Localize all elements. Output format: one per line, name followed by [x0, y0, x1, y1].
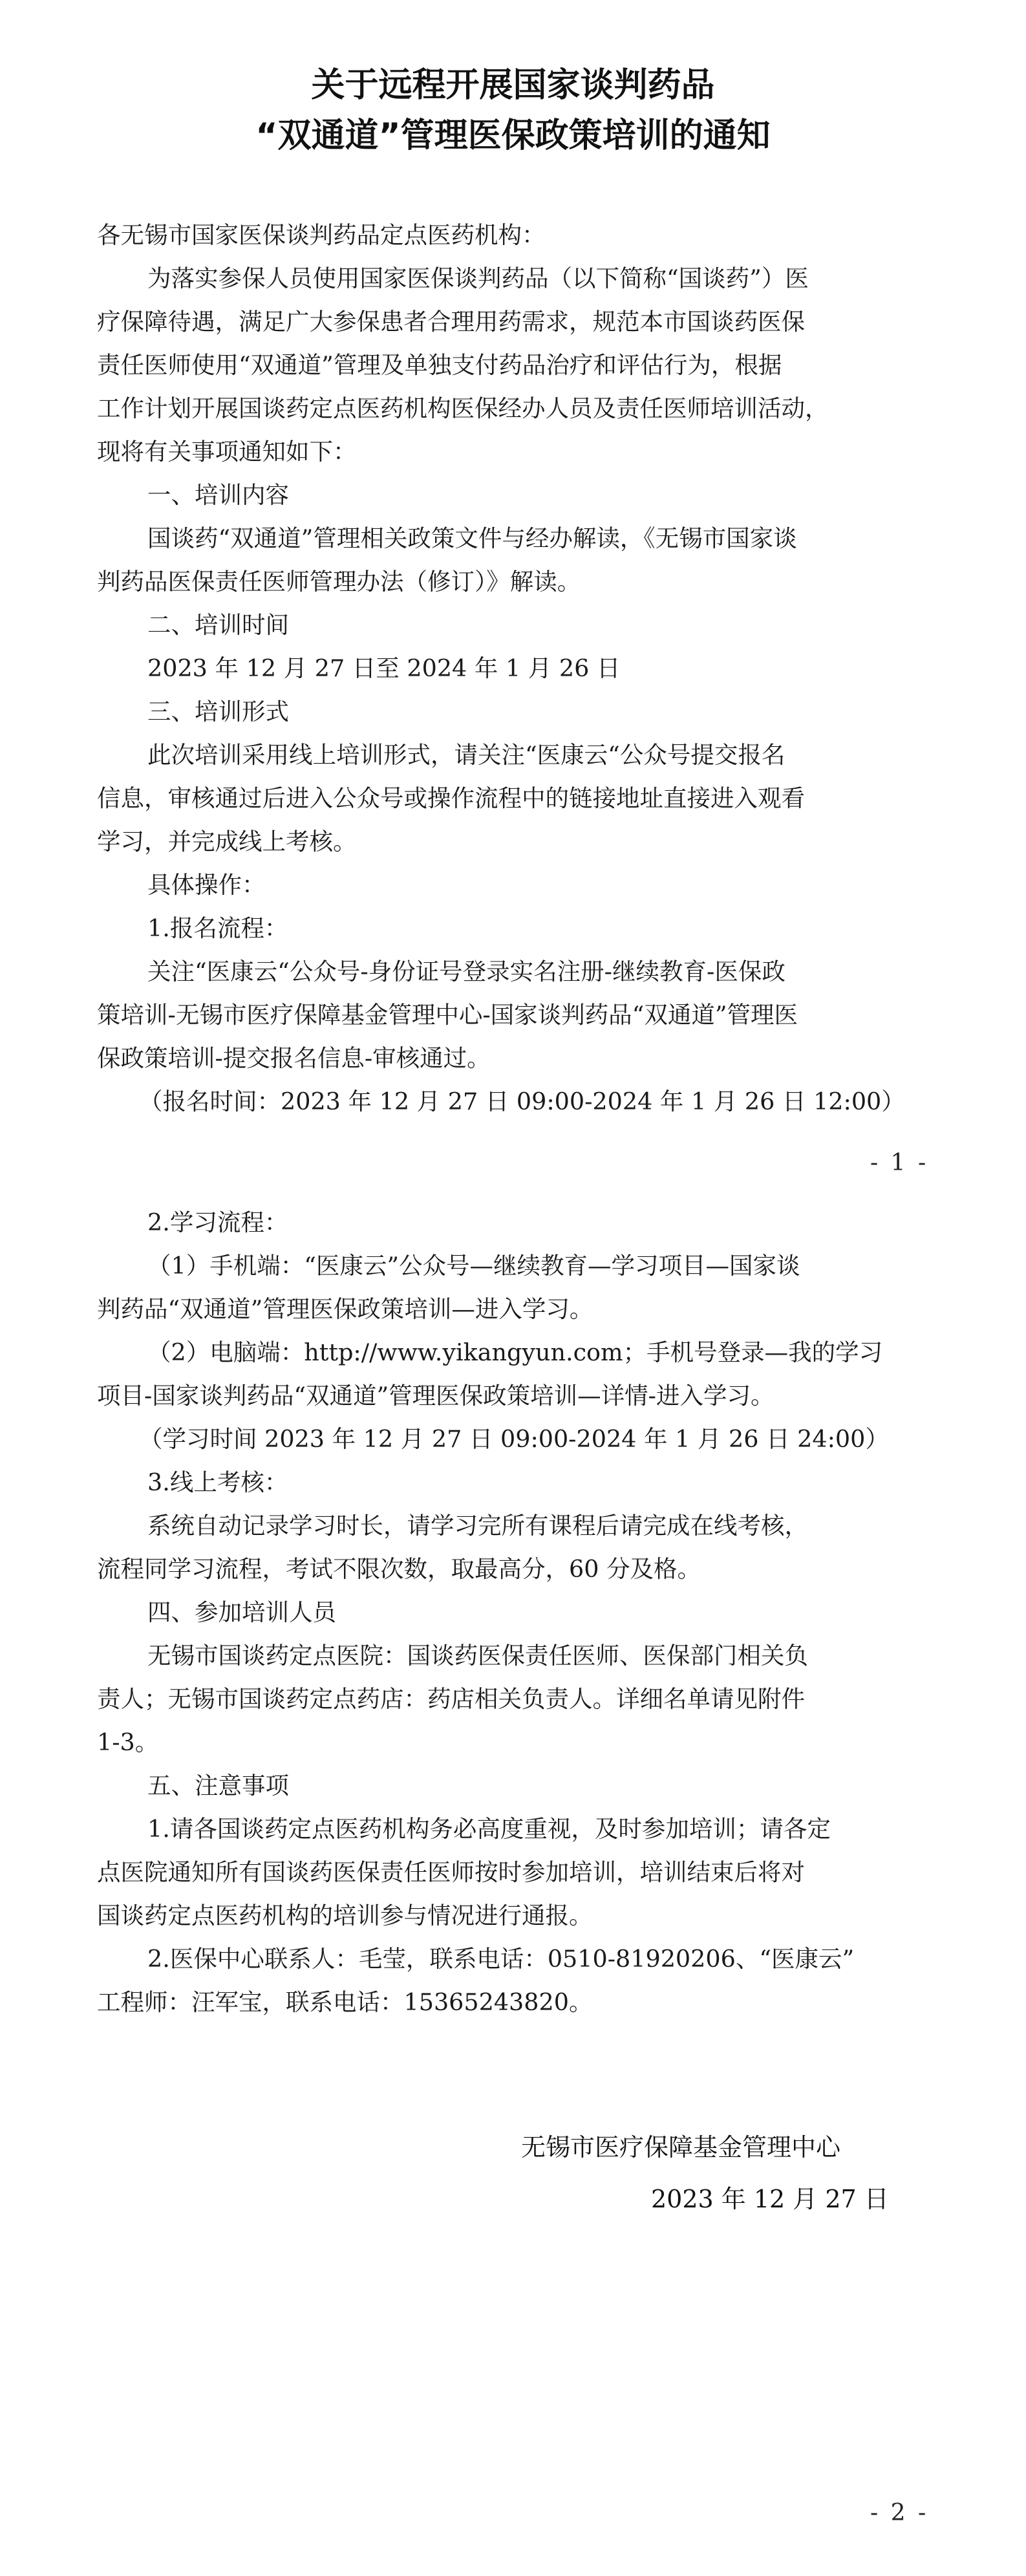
registration-line: 保政策培训-提交报名信息-审核通过。: [97, 1044, 491, 1072]
section-body-line: 判药品医保责任医师管理办法（修订）》解读。: [97, 568, 581, 596]
intro-line: 为落实参保人员使用国家医保谈判药品（以下简称“国谈药”）医: [147, 264, 809, 292]
section-heading-format: 三、培训形式: [147, 698, 289, 725]
participants-line: 无锡市国谈药定点医院：国谈药医保责任医师、医保部门相关负: [147, 1642, 808, 1669]
section-body-line: 信息，审核通过后进入公众号或操作流程中的链接地址直接进入观看: [97, 784, 805, 812]
intro-line: 责任医师使用“双通道”管理及单独支付药品治疗和评估行为，根据: [97, 351, 782, 379]
notes-item-line: 点医院通知所有国谈药医保责任医师按时参加培训，培训结束后将对: [97, 1858, 805, 1886]
page-number: - 1 -: [870, 1150, 929, 1176]
training-period: 2023 年 12 月 27 日至 2024 年 1 月 26 日: [147, 654, 621, 682]
document-title-line-1: 关于远程开展国家谈判药品: [311, 66, 715, 105]
operations-heading: 具体操作：: [147, 871, 266, 899]
study-mobile-line: （1）手机端：“医康云”公众号—继续教育—学习项目—国家谈: [147, 1252, 800, 1280]
registration-line: 策培训-无锡市医疗保障基金管理中心-国家谈判药品“双通道”管理医: [97, 1001, 798, 1029]
study-pc-line: （2）电脑端：http://www.yikangyun.com；手机号登录—我的学习: [147, 1338, 883, 1366]
page-number: - 2 -: [870, 2500, 929, 2526]
signature-date: 2023 年 12 月 27 日: [651, 2185, 889, 2213]
registration-heading: 1.报名流程：: [147, 914, 288, 942]
intro-line: 现将有关事项通知如下：: [97, 438, 357, 466]
study-heading: 2.学习流程：: [147, 1208, 288, 1236]
section-heading-notes: 五、注意事项: [147, 1772, 289, 1799]
intro-line: 工作计划开展国谈药定点医药机构医保经办人员及责任医师培训活动，: [97, 394, 829, 422]
section-body-line: 学习，并完成线上考核。: [97, 828, 357, 855]
section-heading-participants: 四、参加培训人员: [147, 1598, 336, 1626]
participants-line: 责人；无锡市国谈药定点药店：药店相关负责人。详细名单请见附件: [97, 1685, 805, 1713]
exam-line: 系统自动记录学习时长，请学习完所有课程后请完成在线考核，: [147, 1512, 808, 1540]
study-time: （学习时间 2023 年 12 月 27 日 09:00-2024 年 1 月 26 日 24:00）: [139, 1425, 889, 1453]
notes-item-line: 1.请各国谈药定点医药机构务必高度重视，及时参加培训；请各定: [147, 1815, 831, 1843]
exam-heading: 3.线上考核：: [147, 1468, 288, 1496]
section-body-line: 国谈药“双通道”管理相关政策文件与经办解读，《无锡市国家谈: [147, 524, 797, 552]
study-pc-line: 项目-国家谈判药品“双通道”管理医保政策培训—详情-进入学习。: [97, 1382, 775, 1410]
intro-line: 疗保障待遇，满足广大参保患者合理用药需求，规范本市国谈药医保: [97, 308, 805, 336]
document-title-line-2: “双通道”管理医保政策培训的通知: [255, 116, 771, 155]
contact-line: 工程师：汪军宝，联系电话：15365243820。: [97, 1988, 593, 2016]
section-body-line: 此次培训采用线上培训形式，请关注“医康云“公众号提交报名: [147, 741, 786, 769]
registration-line: 关注“医康云“公众号-身份证号登录实名注册-继续教育-医保政: [147, 958, 786, 985]
salutation: 各无锡市国家医保谈判药品定点医药机构：: [97, 221, 546, 249]
participants-line: 1-3。: [97, 1728, 159, 1756]
contact-line: 2.医保中心联系人：毛莹，联系电话：0510-81920206、“医康云”: [147, 1945, 855, 1973]
signature-organization: 无锡市医疗保障基金管理中心: [521, 2133, 841, 2162]
study-mobile-line: 判药品“双通道”管理医保政策培训—进入学习。: [97, 1295, 593, 1323]
notes-item-line: 国谈药定点医药机构的培训参与情况进行通报。: [97, 1902, 593, 1929]
section-heading-time: 二、培训时间: [147, 611, 289, 639]
section-heading-content: 一、培训内容: [147, 481, 289, 509]
exam-line: 流程同学习流程，考试不限次数，取最高分，60 分及格。: [97, 1555, 701, 1583]
registration-time: （报名时间：2023 年 12 月 27 日 09:00-2024 年 1 月 26 日 12:00）: [139, 1088, 905, 1115]
